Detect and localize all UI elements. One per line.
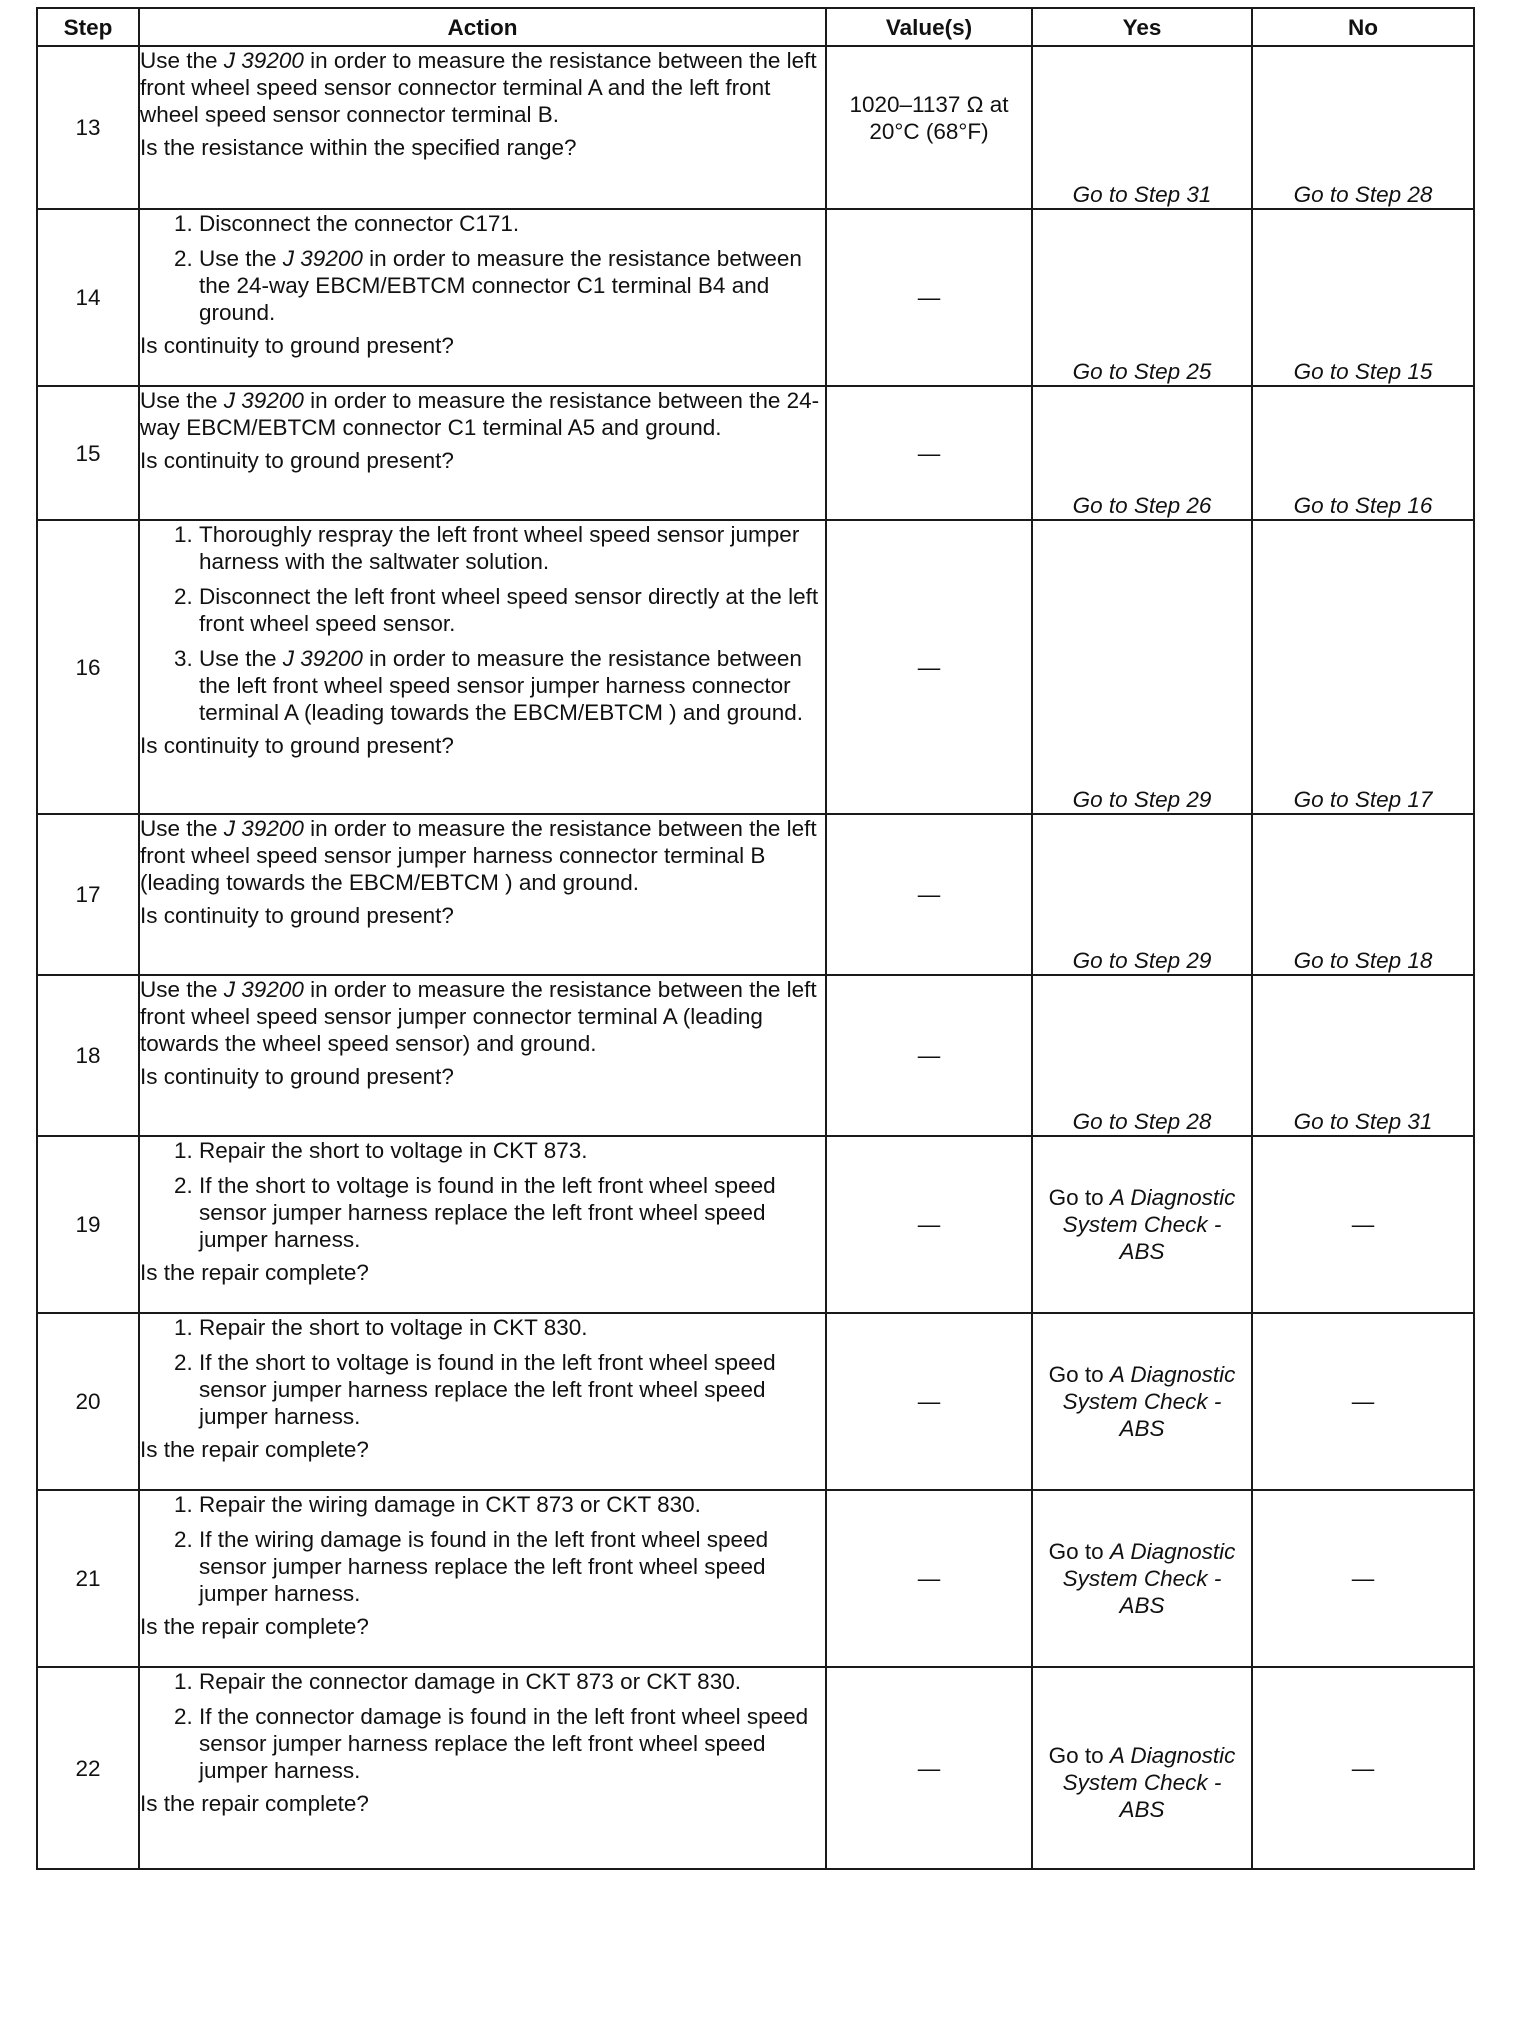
action-steps-list bbox=[140, 1137, 825, 1253]
action-cell bbox=[139, 520, 826, 814]
action-cell bbox=[139, 1490, 826, 1667]
list-item: 2. If the wiring damage is found in the left front wheel speed sensor jumper harness replace the left front wheel speed jumper harness. bbox=[199, 1526, 825, 1607]
step-number: 15 bbox=[37, 386, 139, 520]
value-cell: — bbox=[826, 1490, 1032, 1667]
no-cell: Go to Step 28 bbox=[1252, 46, 1474, 209]
action-cell bbox=[139, 386, 826, 520]
step-number: 16 bbox=[37, 520, 139, 814]
action-question: Is continuity to ground present? bbox=[140, 448, 454, 473]
no-cell: Go to Step 17 bbox=[1252, 520, 1474, 814]
table-row bbox=[37, 1136, 1474, 1313]
yes-cell: Go to Step 25 bbox=[1032, 209, 1252, 386]
list-item: 1. Disconnect the connector C171. bbox=[199, 210, 825, 237]
list-item: 1. Repair the connector damage in CKT 873 or CKT 830. bbox=[199, 1668, 825, 1695]
step-number: 21 bbox=[37, 1490, 139, 1667]
tool-name: J 39200 bbox=[282, 646, 363, 671]
no-cell: — bbox=[1252, 1313, 1474, 1490]
action-question: Is the repair complete? bbox=[140, 1260, 369, 1285]
yes-cell: Go to Step 31 bbox=[1032, 46, 1252, 209]
list-item: 2. Use the J 39200 in order to measure the resistance between the 24-way EBCM/EBTCM connector C1 terminal B4 and ground. bbox=[199, 245, 825, 326]
step-number: 22 bbox=[37, 1667, 139, 1869]
value-cell: — bbox=[826, 1667, 1032, 1869]
value-cell: — bbox=[826, 209, 1032, 386]
diagnostic-check-link[interactable]: A Diagnostic System Check - ABS bbox=[1062, 1539, 1236, 1618]
no-cell: Go to Step 18 bbox=[1252, 814, 1474, 975]
no-cell: Go to Step 16 bbox=[1252, 386, 1474, 520]
diagnostic-table-page bbox=[36, 7, 1473, 1870]
table-row bbox=[37, 1490, 1474, 1667]
action-question: Is continuity to ground present? bbox=[140, 333, 454, 358]
no-cell: Go to Step 15 bbox=[1252, 209, 1474, 386]
step-number: 13 bbox=[37, 46, 139, 209]
header-row bbox=[37, 8, 1474, 46]
action-question: Is the resistance within the specified range? bbox=[140, 135, 577, 160]
step-number: 14 bbox=[37, 209, 139, 386]
tool-name: J 39200 bbox=[282, 246, 363, 271]
list-item: 2. If the connector damage is found in the left front wheel speed sensor jumper harness replace the left front wheel speed jumper harness. bbox=[199, 1703, 825, 1784]
table-row bbox=[37, 1667, 1474, 1869]
step-number: 17 bbox=[37, 814, 139, 975]
header-values: Value(s) bbox=[826, 8, 1032, 46]
action-steps-list bbox=[140, 1314, 825, 1430]
action-steps-list bbox=[140, 210, 825, 326]
yes-cell: Go to Step 29 bbox=[1032, 520, 1252, 814]
yes-prefix: Go to bbox=[1048, 1185, 1110, 1210]
tool-name: J 39200 bbox=[223, 816, 304, 841]
action-question: Is the repair complete? bbox=[140, 1437, 369, 1462]
action-text: Use the J 39200 in order to measure the resistance between the left front wheel speed sensor connector terminal A and the left front wheel speed sensor connector terminal B. bbox=[140, 48, 817, 127]
table-row bbox=[37, 209, 1474, 386]
action-cell bbox=[139, 975, 826, 1136]
action-question: Is continuity to ground present? bbox=[140, 733, 454, 758]
no-cell: — bbox=[1252, 1490, 1474, 1667]
yes-cell: Go to Step 28 bbox=[1032, 975, 1252, 1136]
list-item: 2. Disconnect the left front wheel speed sensor directly at the left front wheel speed sensor. bbox=[199, 583, 825, 637]
tool-name: J 39200 bbox=[223, 48, 304, 73]
value-cell: — bbox=[826, 814, 1032, 975]
step-number: 19 bbox=[37, 1136, 139, 1313]
list-item: 1. Repair the short to voltage in CKT 830. bbox=[199, 1314, 825, 1341]
tool-name: J 39200 bbox=[223, 388, 304, 413]
list-item: 3. Use the J 39200 in order to measure the resistance between the left front wheel speed sensor jumper harness connector terminal A (leading towards the EBCM/EBTCM ) and ground. bbox=[199, 645, 825, 726]
no-cell: Go to Step 31 bbox=[1252, 975, 1474, 1136]
header-yes: Yes bbox=[1032, 8, 1252, 46]
action-steps-list bbox=[140, 1491, 825, 1607]
action-cell bbox=[139, 814, 826, 975]
list-item: 1. Repair the wiring damage in CKT 873 or CKT 830. bbox=[199, 1491, 825, 1518]
action-cell bbox=[139, 46, 826, 209]
yes-cell bbox=[1032, 1667, 1252, 1869]
diagnostic-table bbox=[36, 7, 1475, 1870]
value-cell: — bbox=[826, 386, 1032, 520]
table-row bbox=[37, 46, 1474, 209]
action-text: Use the J 39200 in order to measure the resistance between the left front wheel speed sensor jumper connector terminal A (leading towards the wheel speed sensor) and ground. bbox=[140, 977, 817, 1056]
header-no: No bbox=[1252, 8, 1474, 46]
value-cell: — bbox=[826, 975, 1032, 1136]
action-cell bbox=[139, 209, 826, 386]
list-item: 2. If the short to voltage is found in the left front wheel speed sensor jumper harness replace the left front wheel speed jumper harness. bbox=[199, 1172, 825, 1253]
step-number: 20 bbox=[37, 1313, 139, 1490]
list-item: 1. Thoroughly respray the left front wheel speed sensor jumper harness with the saltwater solution. bbox=[199, 521, 825, 575]
action-cell bbox=[139, 1136, 826, 1313]
table-row bbox=[37, 520, 1474, 814]
yes-cell: Go to Step 26 bbox=[1032, 386, 1252, 520]
table-row bbox=[37, 814, 1474, 975]
action-cell bbox=[139, 1667, 826, 1869]
yes-prefix: Go to bbox=[1048, 1742, 1110, 1768]
value-cell: — bbox=[826, 1313, 1032, 1490]
no-cell: — bbox=[1252, 1136, 1474, 1313]
action-text: Use the J 39200 in order to measure the resistance between the 24-way EBCM/EBTCM connector C1 terminal A5 and ground. bbox=[140, 388, 820, 440]
action-question: Is continuity to ground present? bbox=[140, 1064, 454, 1089]
yes-prefix: Go to bbox=[1048, 1362, 1110, 1387]
header-action: Action bbox=[139, 8, 826, 46]
table-row bbox=[37, 1313, 1474, 1490]
action-cell bbox=[139, 1313, 826, 1490]
diagnostic-check-link[interactable]: A Diagnostic System Check - ABS bbox=[1062, 1362, 1236, 1441]
yes-cell bbox=[1032, 1136, 1252, 1313]
header-step: Step bbox=[37, 8, 139, 46]
yes-cell: Go to Step 29 bbox=[1032, 814, 1252, 975]
value-cell: — bbox=[826, 520, 1032, 814]
table-row bbox=[37, 975, 1474, 1136]
action-question: Is continuity to ground present? bbox=[140, 903, 454, 928]
diagnostic-check-link[interactable]: A Diagnostic System Check - ABS bbox=[1062, 1185, 1236, 1264]
yes-cell bbox=[1032, 1490, 1252, 1667]
yes-cell bbox=[1032, 1313, 1252, 1490]
yes-prefix: Go to bbox=[1048, 1539, 1110, 1564]
action-steps-list bbox=[140, 1668, 825, 1784]
value-cell: — bbox=[826, 1136, 1032, 1313]
no-cell: — bbox=[1252, 1667, 1474, 1869]
action-text: Use the J 39200 in order to measure the resistance between the left front wheel speed sensor jumper harness connector terminal B (leading towards the EBCM/EBTCM ) and ground. bbox=[140, 816, 817, 895]
value-cell: 1020–1137 Ω at 20°C (68°F) bbox=[826, 46, 1032, 209]
table-row bbox=[37, 386, 1474, 520]
diagnostic-check-link[interactable]: A Diagnostic System Check - ABS bbox=[1062, 1742, 1236, 1822]
list-item: 2. If the short to voltage is found in the left front wheel speed sensor jumper harness replace the left front wheel speed jumper harness. bbox=[199, 1349, 825, 1430]
step-number: 18 bbox=[37, 975, 139, 1136]
action-steps-list bbox=[140, 521, 825, 726]
list-item: 1. Repair the short to voltage in CKT 873. bbox=[199, 1137, 825, 1164]
action-question: Is the repair complete? bbox=[140, 1614, 369, 1639]
action-question: Is the repair complete? bbox=[140, 1791, 369, 1816]
tool-name: J 39200 bbox=[223, 977, 304, 1002]
